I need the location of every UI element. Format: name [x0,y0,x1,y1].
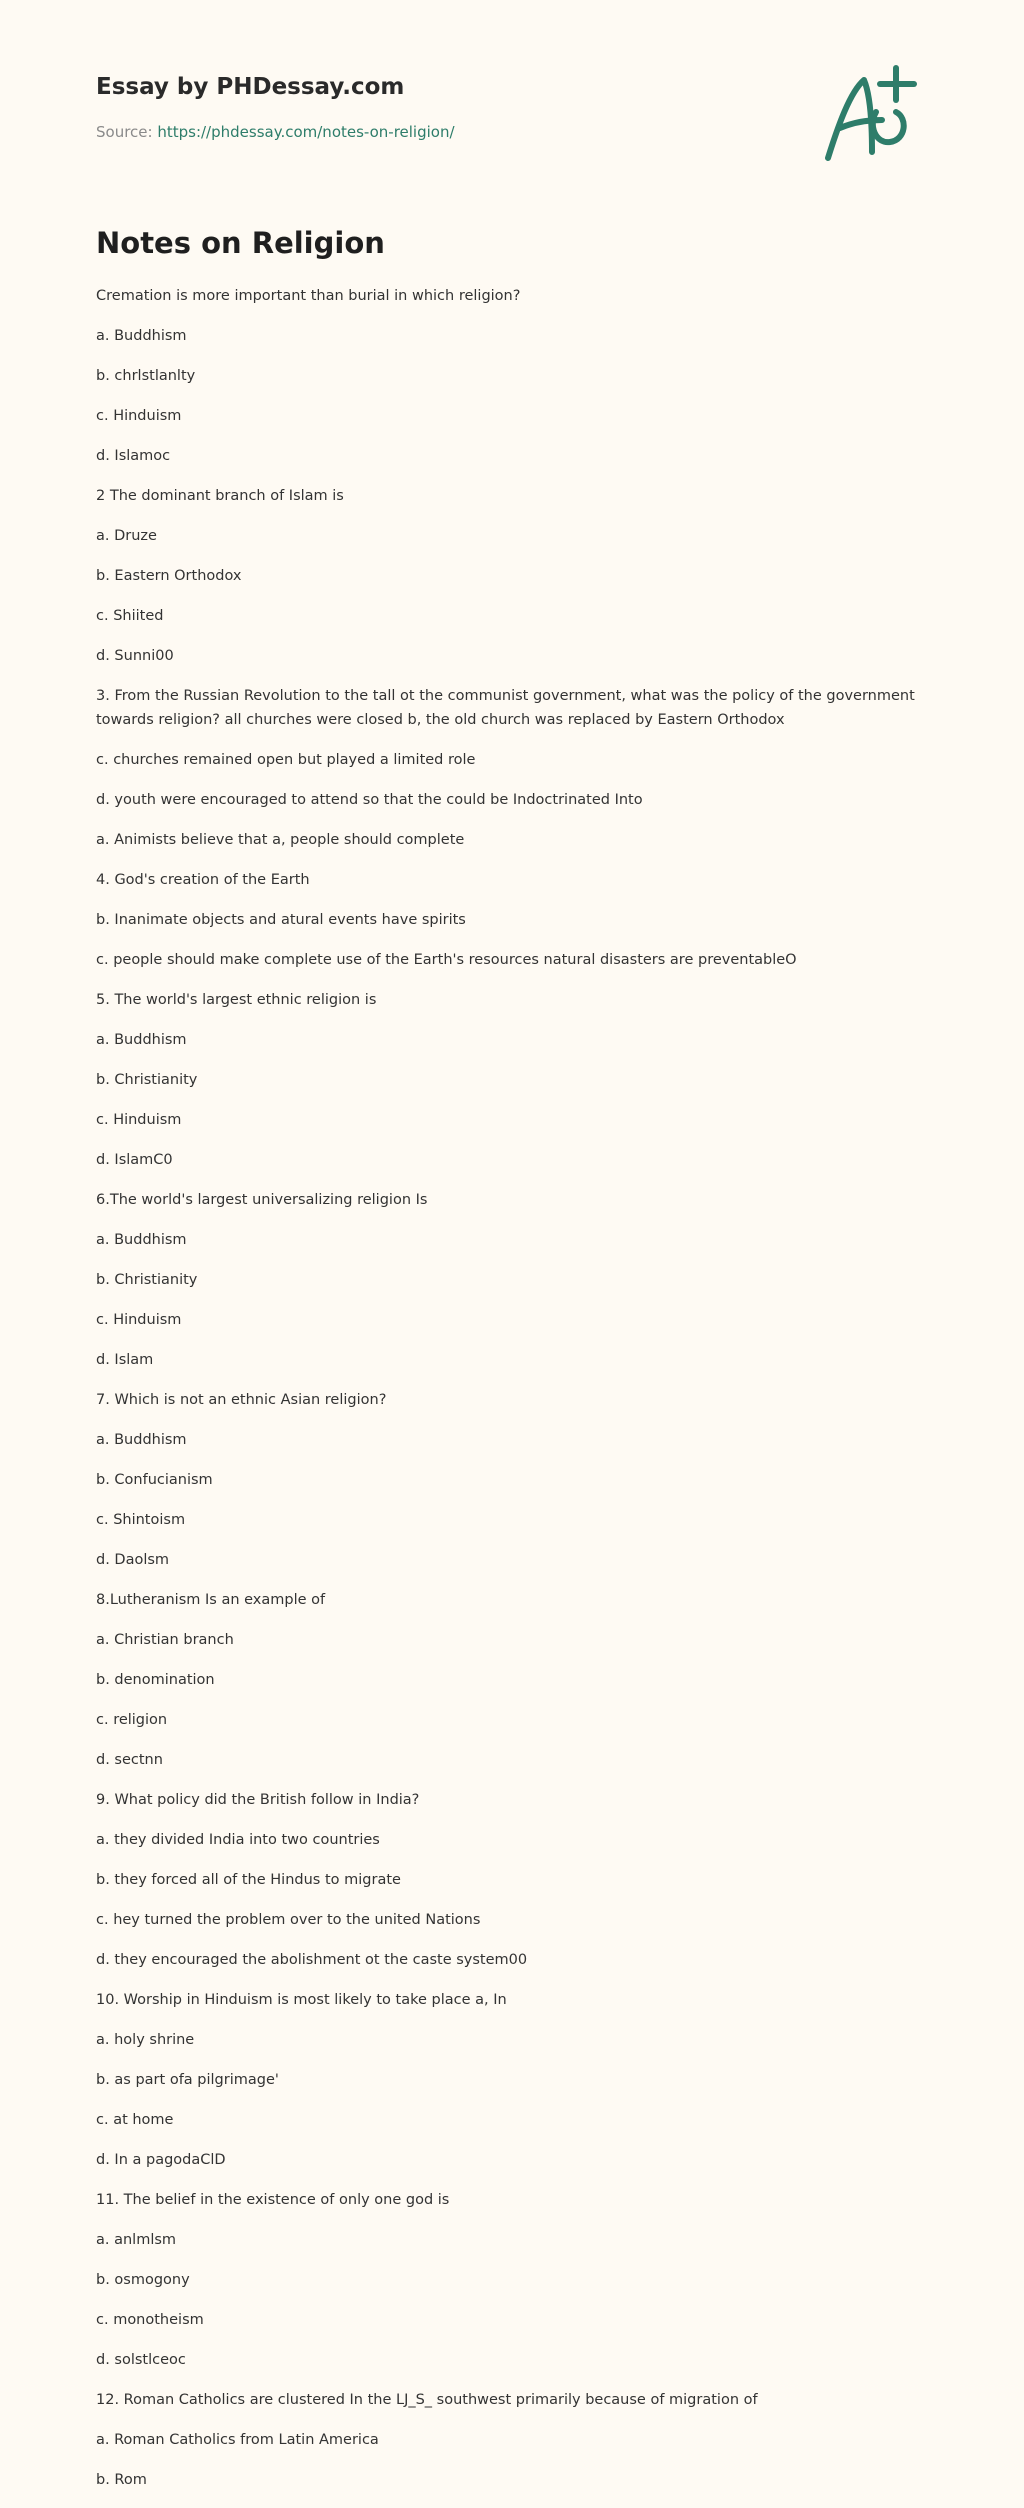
document-line: c. at home [96,2112,174,2128]
document-line: c. Shiited [96,608,164,624]
document-line: b. osmogony [96,2272,190,2288]
document-line: a. anlmlsm [96,2232,177,2248]
document-body [96,284,936,2508]
document-line: 7. Which is not an ethnic Asian religion? [96,1392,387,1408]
document-line: Cremation is more important than burial in which religion? [96,288,521,304]
document-line: 9. What policy did the British follow in India? [96,1792,420,1808]
document-line: 6.The world's largest universalizing religion Is [96,1192,428,1208]
source-line [96,123,455,141]
document-line: b. chrlstlanlty [96,368,196,384]
document-line: d. Islam [96,1352,154,1368]
document-line: b. Inanimate objects and atural events have spirits [96,912,466,928]
document-line: d. IslamC0 [96,1152,173,1168]
document-line: d. youth were encouraged to attend so that the could be Indoctrinated Into [96,792,643,808]
source-link[interactable]: https://phdessay.com/notes-on-religion/ [157,123,455,141]
document-line: c. monotheism [96,2312,204,2328]
document-line: a. Buddhism [96,1232,187,1248]
document-line: a. Animists believe that a, people should complete [96,832,465,848]
document-line: a. they divided India into two countries [96,1832,380,1848]
document-line: b. Eastern Orthodox [96,568,242,584]
document-line: d. sectnn [96,1752,163,1768]
document-line: 5. The world's largest ethnic religion is [96,992,377,1008]
document-line: 3. From the Russian Revolution to the tall ot the communist government, what was the policy of the government towards religion? all churches were closed b, the old church was replaced by Eastern Orthodox [96,688,915,728]
document-line: c. Shintoism [96,1512,186,1528]
document-line: c. Hinduism [96,408,182,424]
document-line: b. Christianity [96,1072,198,1088]
site-title: Essay by PHDessay.com [96,74,405,100]
document-line: 8.Lutheranism Is an example of [96,1592,326,1608]
document-line: d. Islamoc [96,448,171,464]
document-line: a. Christian branch [96,1632,234,1648]
document-line: c. hey turned the problem over to the united Nations [96,1912,481,1928]
document-line: a. Buddhism [96,1032,187,1048]
document-title: Notes on Religion [96,226,385,260]
document-line: c. Hinduism [96,1112,182,1128]
document-line: 12. Roman Catholics are clustered In the LJ_S_ southwest primarily because of migration of [96,2392,758,2408]
document-line: d. Sunni00 [96,648,174,664]
document-line: d. they encouraged the abolishment ot the caste system00 [96,1952,528,1968]
document-line: d. In a pagodaClD [96,2152,226,2168]
document-line: d. Daolsm [96,1552,170,1568]
document-line: c. religion [96,1712,168,1728]
document-line: a. Druze [96,528,157,544]
document-line: a. holy shrine [96,2032,195,2048]
document-line: c. Hinduism [96,1312,182,1328]
document-line: a. Roman Catholics from Latin America [96,2432,379,2448]
document-line: a. Buddhism [96,1432,187,1448]
source-label: Source: [96,123,158,141]
document-line: c. churches remained open but played a limited role [96,752,476,768]
document-line: 10. Worship in Hinduism is most likely to take place a, In [96,1992,507,2008]
document-line: 2 The dominant branch of Islam is [96,488,344,504]
document-line: 11. The belief in the existence of only one god is [96,2192,450,2208]
document-line: b. Confucianism [96,1472,213,1488]
document-line: b. Christianity [96,1272,198,1288]
document-line: a. Buddhism [96,328,187,344]
document-line: b. denomination [96,1672,215,1688]
document-line: 4. God's creation of the Earth [96,872,310,888]
document-line: d. solstlceoc [96,2352,186,2368]
document-line: b. they forced all of the Hindus to migrate [96,1872,401,1888]
a-plus-logo-icon [820,64,930,164]
document-line: b. Rom [96,2472,147,2488]
document-line: b. as part ofa pilgrimage' [96,2072,279,2088]
document-line: c. people should make complete use of the Earth's resources natural disasters are preventableO [96,952,797,968]
